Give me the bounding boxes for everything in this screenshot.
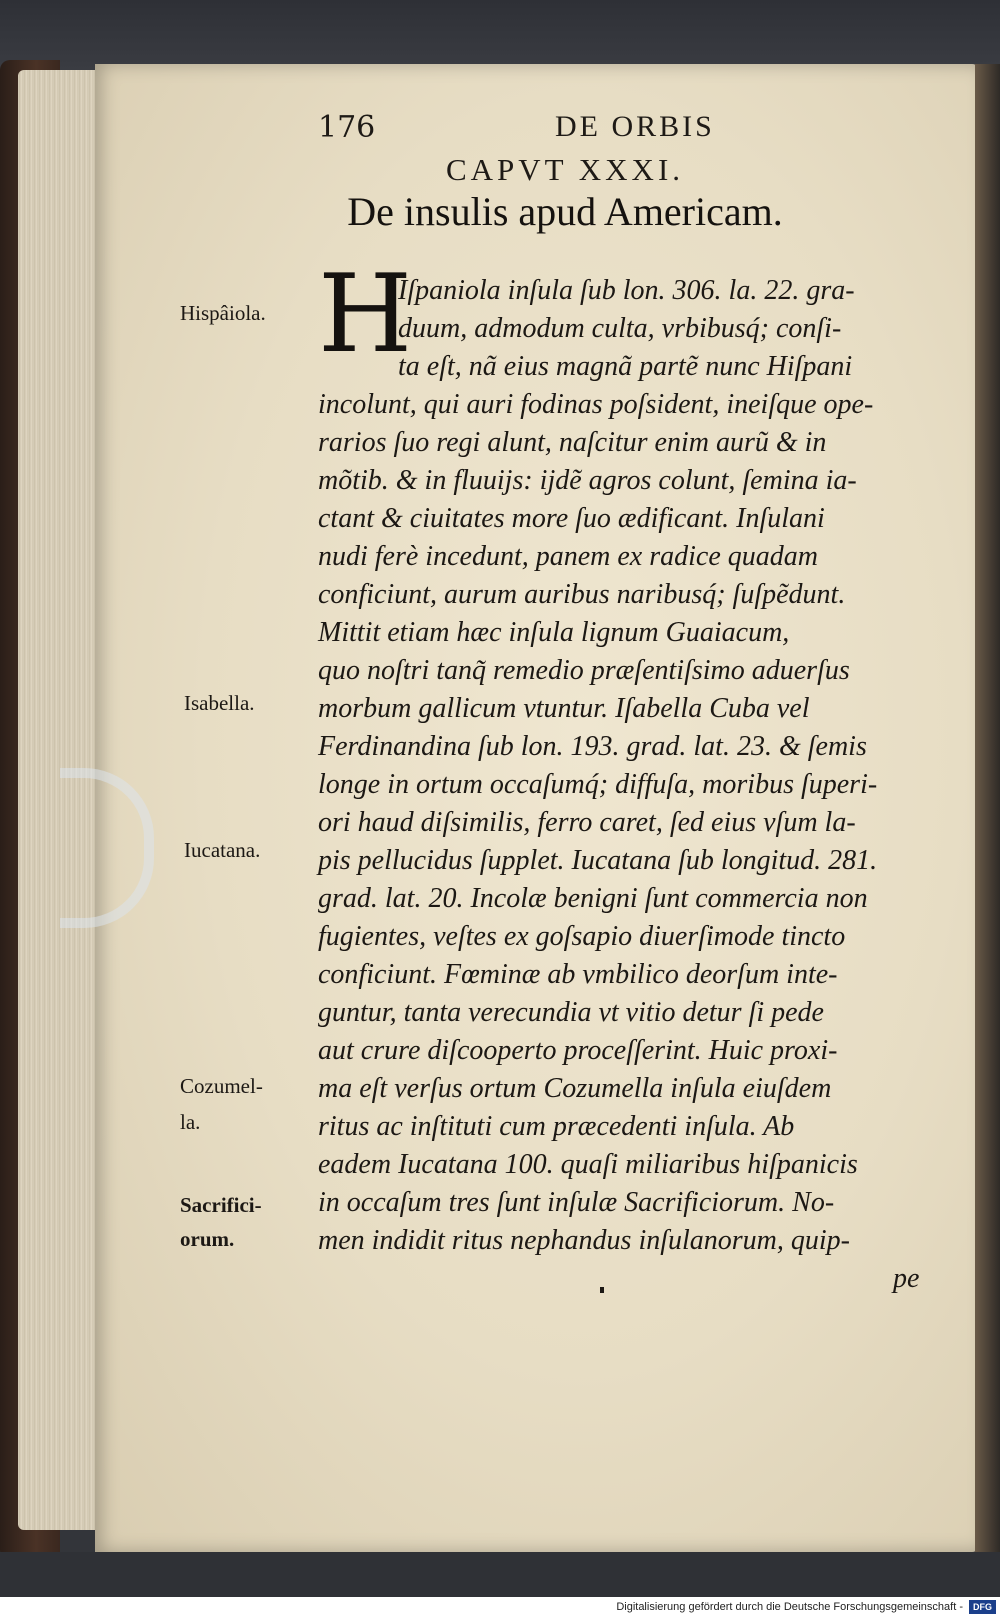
text-line: in occaſum tres ſunt inſulæ Sacrificiorum. No- [318,1187,835,1218]
text-line: Ferdinandina ſub lon. 193. grad. lat. 23. & ſemis [318,731,867,762]
scan-background-top [0,0,1000,70]
page-mark [600,1287,604,1293]
text-line: nudi ferè incedunt, panem ex radice quadam [318,541,818,572]
text-line: duum, admodum culta, vrbibusq́; conſi- [398,313,842,344]
chapter-heading: CAPVT XXXI. [445,152,685,187]
text-line: ctant & ciuitates more ſuo ædificant. Inſulani [318,503,825,534]
text-line: rarios ſuo regi alunt, naſcitur enim aurũ & in [318,427,827,458]
marginal-note-iucatana: Iucatana. [184,838,261,862]
marginal-note-sacrificiorum-cont: orum. [180,1227,235,1251]
text-line: incolunt, qui auri fodinas poſsident, ineiſque ope- [318,389,874,420]
text-line: morbum gallicum vtuntur. Iſabella Cuba vel [318,693,810,724]
marginal-note-sacrificiorum: Sacrifici- [180,1193,262,1217]
running-head: DE ORBIS [555,110,715,143]
text-line: grad. lat. 20. Incolæ benigni ſunt commercia non [318,883,868,914]
footer-text: Digitalisierung gefördert durch die Deutsche Forschungsgemeinschaft - [616,1601,963,1613]
marginal-note-cozumella: Cozumel- [180,1074,263,1098]
marginal-note-hispaniola: Hispâiola. [180,301,266,325]
text-line: conficiunt. Fœminæ ab vmbilico deorſum inte- [318,959,838,990]
drop-cap: H [318,252,413,377]
marginal-note-cozumella-cont: la. [180,1110,201,1134]
dfg-logo: DFG [969,1600,996,1614]
text-line: ori haud diſsimilis, ferro caret, ſed eius vſum la- [318,807,856,838]
text-line: ma eſt verſus ortum Cozumella inſula eiuſdem [318,1073,832,1104]
text-line: ta eſt, nã eius magnã partẽ nunc Hiſpani [398,351,853,382]
text-line: men indidit ritus nephandus inſulanorum, quip- [318,1225,850,1256]
catchword: pe [893,1263,920,1294]
marginal-note-isabella: Isabella. [184,691,255,715]
text-line: ritus ac inſtituti cum præcedenti inſula. Ab [318,1111,795,1142]
text-line: pis pellucidus ſupplet. Iucatana ſub longitud. 281. [318,845,878,876]
text-line: Mittit etiam hæc inſula lignum Guaiacum, [318,617,790,648]
text-line: Iſpaniola inſula ſub lon. 306. la. 22. gra- [398,275,855,306]
text-line: mõtib. & in fluuijs: ijdẽ agros colunt, ſemina ia- [318,465,857,496]
text-line: longe in ortum occaſumq́; diffuſa, moribus ſuperi- [318,769,878,800]
text-line: fugientes, veſtes ex goſsapio diuerſimode tincto [318,921,846,952]
footer-bar [0,1597,1000,1617]
text-line: quo noſtri tanq̃ remedio præſentiſsimo aduerſus [318,655,850,686]
text-line: conficiunt, aurum auribus naribusq́; ſuſpẽdunt. [318,579,846,610]
page-number: 176 [318,110,376,145]
scan-background-bottom [0,1552,1000,1597]
book-gutter [975,64,1000,1552]
text-line: guntur, tanta verecundia vt vitio detur ſi pede [318,997,824,1028]
chapter-title: De insulis apud Americam. [347,189,783,234]
text-line: eadem Iucatana 100. quaſi miliaribus hiſpanicis [318,1149,858,1180]
text-line: aut crure diſcooperto proceſſerint. Huic proxi- [318,1035,838,1066]
